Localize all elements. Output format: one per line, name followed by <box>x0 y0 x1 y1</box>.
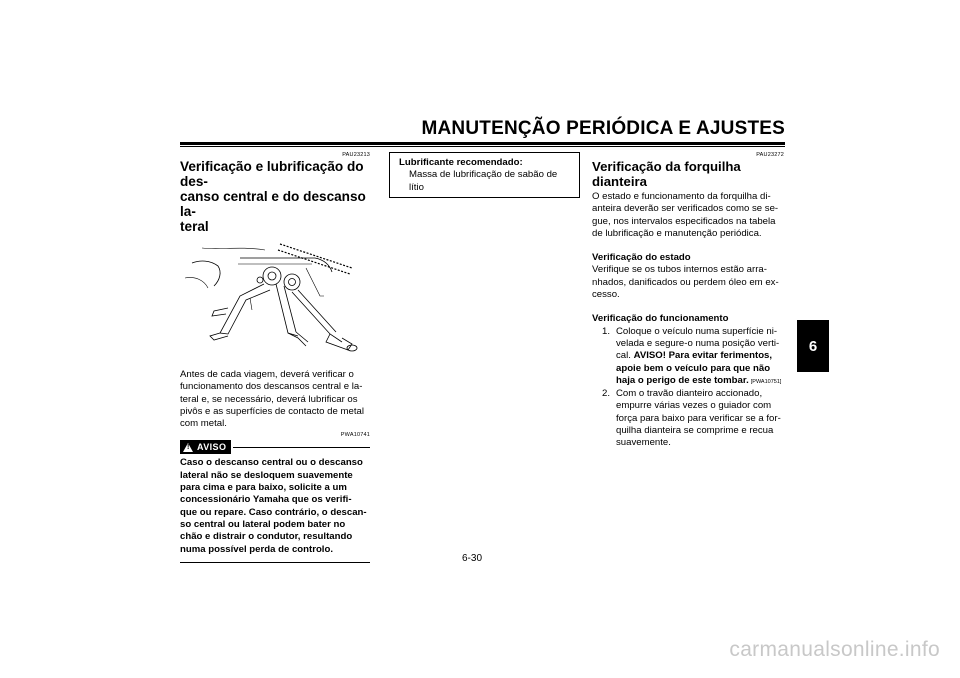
text-line: com metal. <box>180 418 227 430</box>
lubricant-title: Lubrificante recomendado: <box>399 157 523 168</box>
chapter-tab[interactable]: 6 <box>797 320 829 372</box>
lubricant-box <box>389 152 580 198</box>
state-text <box>592 264 784 301</box>
warning-line: Caso o descanso central ou o descanso <box>180 457 363 469</box>
intro-text <box>592 191 784 240</box>
section-heading: Verificação da forquilha dianteira <box>592 159 741 189</box>
text-line: Antes de cada viagem, deverá verificar o <box>180 369 354 380</box>
text-line: suavemente. <box>616 437 671 449</box>
warning-line: numa possível perda de controlo. <box>180 543 333 555</box>
text-line: funcionamento dos descansos central e la- <box>180 381 363 393</box>
lubricant-text <box>409 169 579 194</box>
step-text <box>616 326 784 388</box>
text-line <box>616 375 784 388</box>
warning-inline: AVISO! Para evitar ferimentos, <box>633 350 773 362</box>
heading-line: canso central e do descanso la- <box>180 189 366 219</box>
steps-list <box>592 326 784 450</box>
state-heading: Verificação do estado <box>592 252 691 264</box>
warning-line: concessionário Yamaha que os verifi- <box>180 494 352 506</box>
page-title: MANUTENÇÃO PERIÓDICA E AJUSTES <box>421 118 785 139</box>
text-line: cesso. <box>592 289 620 301</box>
warning-text <box>180 457 370 561</box>
text-line: gue, nos intervalos especificados na tabela <box>592 215 776 227</box>
warning-box <box>180 432 370 562</box>
warning-header <box>180 440 370 454</box>
heading-line: teral <box>180 219 209 234</box>
text-line: força para baixo para verificar se a for- <box>616 412 781 424</box>
lubricant-line: lítio <box>409 181 424 193</box>
page-number: 6-30 <box>461 553 482 564</box>
text-line <box>616 350 784 362</box>
text-line: Com o travão dianteiro accionado, <box>616 388 763 400</box>
text-plain: cal. <box>616 350 634 362</box>
warning-code: [PWA10751] <box>750 378 782 385</box>
warning-inline: apoie bem o veículo para que não <box>616 362 771 374</box>
body-text <box>180 369 370 430</box>
watermark: carmanualsonline.info <box>729 638 940 661</box>
warning-line: lateral não se desloquem suavemente <box>180 469 353 481</box>
list-item <box>592 326 784 388</box>
warning-line: chão e distrair o condutor, resultando <box>180 531 353 543</box>
section-heading <box>180 159 370 234</box>
function-heading: Verificação do funcionamento <box>592 313 729 325</box>
heading-line: Verificação e lubrificação do des- <box>180 159 364 189</box>
step-number: 2. <box>601 388 610 400</box>
warning-code: PWA10741 <box>340 432 370 439</box>
section-code: PAU23213 <box>342 152 370 158</box>
text-line: de lubrificação e manutenção periódica. <box>592 227 762 239</box>
left-column <box>180 152 370 563</box>
text-line: empurre várias vezes o guiador com <box>616 400 772 412</box>
right-column <box>592 152 784 450</box>
warning-line: para cima e para baixo, solicite a um <box>180 482 347 494</box>
text-line: nhados, danificados ou perdem óleo em ex- <box>592 276 779 288</box>
text-line: pivôs e as superfícies de contacto de metal <box>180 405 364 417</box>
step-number: 1. <box>601 325 610 337</box>
stand-illustration <box>180 238 370 363</box>
warning-rule <box>233 447 370 448</box>
list-item <box>592 388 784 449</box>
text-line: teral e, se necessário, deverá lubrificar os <box>180 393 358 405</box>
warning-triangle-icon: ! <box>183 443 193 452</box>
text-line: anteira deverão ser verificados como se se- <box>592 203 779 215</box>
aviso-label: AVISO <box>197 442 227 453</box>
warning-line: que ou repare. Caso contrário, o descan- <box>180 506 367 518</box>
lubricant-line: Massa de lubrificação de sabão de <box>409 169 558 181</box>
text-line: Verifique se os tubos internos estão arra- <box>592 264 767 276</box>
header-rule <box>180 142 785 145</box>
text-line: O estado e funcionamento da forquilha di- <box>592 191 771 202</box>
text-line: velada e segure-o numa posição verti- <box>616 337 780 349</box>
step-text <box>616 388 784 449</box>
warning-line: so central ou lateral podem bater no <box>180 518 346 530</box>
text-line: Coloque o veículo numa superfície ni- <box>616 325 778 337</box>
text-line: quilha dianteira se comprime e recua <box>616 425 774 437</box>
section-code: PAU23272 <box>756 152 784 158</box>
warning-inline: haja o perigo de este tombar. <box>616 374 749 386</box>
aviso-badge <box>180 440 231 454</box>
header-rule-thin <box>180 146 785 147</box>
